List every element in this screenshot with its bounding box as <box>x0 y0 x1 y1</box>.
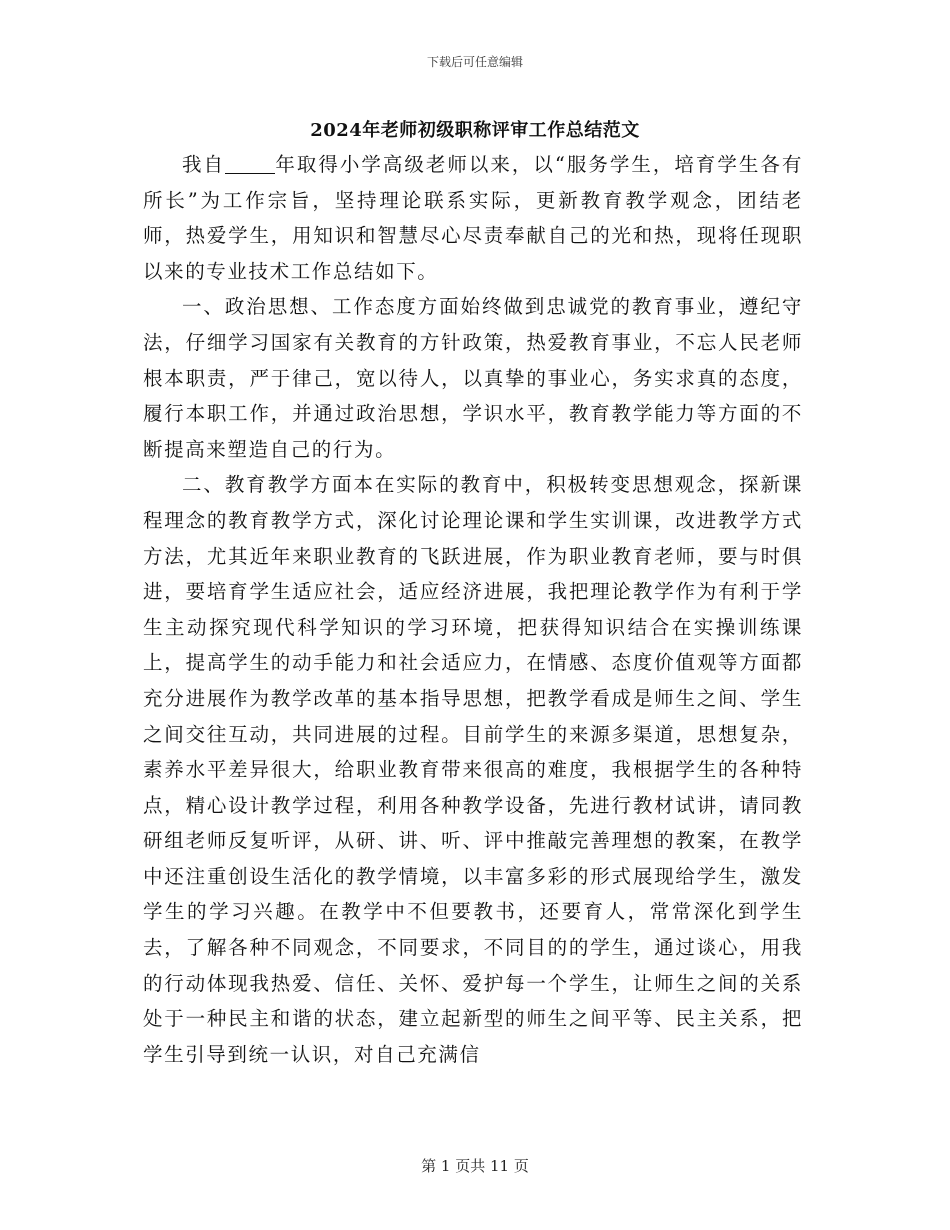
header-note: 下载后可任意编辑 <box>426 55 523 69</box>
paragraph-political-attitude: 一、政治思想、工作态度方面始终做到忠诚党的教育事业，遵纪守法，仔细学习国家有关教育的方针政策，热爱教育事业，不忘人民老师根本职责，严于律己，宽以待人，以真挚的事业心，务实求真的态度，履行本职工作，并通过政治思想，学识水平，教育教学能力等方面的不断提高来塑造自己的行为。 <box>143 295 803 461</box>
fill-in-blank <box>225 152 275 173</box>
paragraph-teaching: 二、教育教学方面本在实际的教育中，积极转变思想观念，探新课程理念的教育教学方式，深化讨论理论课和学生实训课，改进教学方式方法，尤其近年来职业教育的飞跃进展，作为职业教育老师，要与时俱进，要培育学生适应社会，适应经济进展，我把理论教学作为有利于学生主动探究现代科学知识的学习环境，把获得知识结合在实操训练课上，提高学生的动手能力和社会适应力，在情感、态度价值观等方面都充分进展作为教学改革的基本指导思想，把教学看成是师生之间、学生之间交往互动，共同进展的过程。目前学生的来源多渠道，思想复杂，素养水平差异很大，给职业教育带来很高的难度，我根据学生的各种特点，精心设计教学过程，利用各种教学设备，先进行教材试讲，请同教研组老师反复听评，从研、讲、听、评中推敲完善理想的教案，在教学中还注重创设生活化的教学情境，以丰富多彩的形式展现给学生，激发学生的学习兴趣。在教学中不但要教书，还要育人，常常深化到学生去，了解各种不同观念，不同要求，不同目的的学生，通过谈心，用我的行动体现我热爱、信任、关怀、爱护每一个学生，让师生之间的关系处于一种民主和谐的状态，建立起新型的师生之间平等、民主关系，把学生引导到统一认识，对自己充满信 <box>143 473 803 1066</box>
page-number: 第 1 页共 11 页 <box>421 1157 529 1175</box>
document-body <box>143 147 803 1072</box>
document-title: 2024年老师初级职称评审工作总结范文 <box>310 120 640 141</box>
intro-text-start: 我自 <box>182 153 226 176</box>
paragraph-intro <box>143 147 803 289</box>
intro-text-end: 年取得小学高级老师以来，以“服务学生，培育学生各有所长”为工作宗旨，坚持理论联系实际，更新教育教学观念，团结老师，热爱学生，用知识和智慧尽心尽责奉献自己的光和热，现将任现职以来的专业技术工作总结如下。 <box>143 153 803 283</box>
